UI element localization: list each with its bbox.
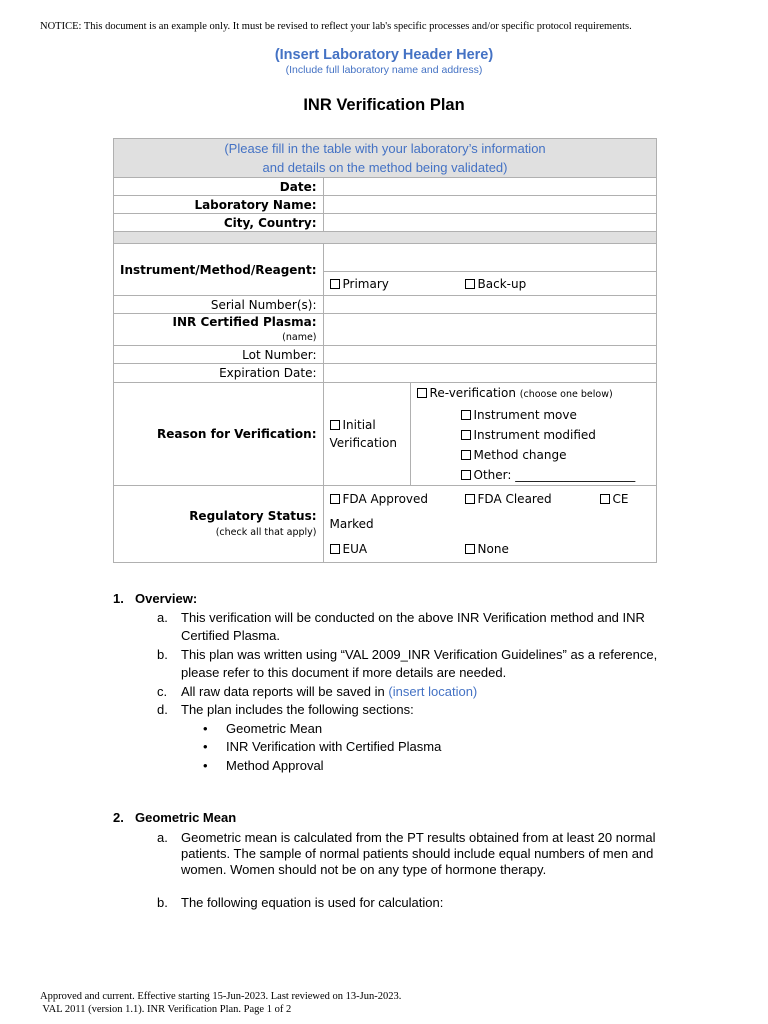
overview-item-c: All raw data reports will be saved in	[181, 683, 385, 699]
initial-checkbox[interactable]	[330, 420, 340, 430]
lot-label: Lot Number:	[242, 347, 317, 362]
notice-text: NOTICE: This document is an example only. It must be revised to reflect your lab's specific processes and/or specific protocol requirements.	[40, 21, 632, 32]
city-label: City, Country:	[223, 215, 317, 230]
verification-label: Verification	[329, 436, 397, 450]
ce-checkbox[interactable]	[600, 494, 610, 504]
footer-line-1: Approved and current. Effective starting 15-Jun-2023. Last reviewed on 13-Jun-2023.	[40, 991, 402, 1002]
regulatory-options	[323, 486, 656, 563]
serial-field[interactable]	[323, 296, 656, 314]
instruction-line-2: and details on the method being validated)	[262, 160, 508, 175]
section-geometric-mean	[113, 809, 673, 912]
reason-label: Reason for Verification:	[157, 427, 317, 441]
item-letter: b.	[157, 646, 168, 662]
insert-location-placeholder: (insert location)	[388, 683, 478, 699]
page-title: INR Verification Plan	[303, 96, 465, 114]
overview-item-a: This verification will be conducted on the above INR Verification method and INR Certified Plasma.	[181, 609, 645, 643]
section2-title: Geometric Mean	[135, 810, 237, 825]
instrument-modified-label: Instrument modified	[473, 428, 596, 442]
backup-checkbox[interactable]	[465, 279, 475, 289]
plasma-field[interactable]	[323, 314, 656, 346]
section1-title: Overview:	[135, 591, 198, 606]
date-field[interactable]	[323, 178, 656, 196]
plasma-sub-label: (name)	[282, 331, 317, 343]
choose-one-note: (choose one below)	[519, 389, 613, 400]
overview-item-b: This plan was written using “VAL 2009_INR Verification Guidelines” as a reference, please refer to this document if more details are needed.	[181, 646, 658, 680]
serial-label: Serial Number(s):	[210, 297, 317, 312]
lot-field[interactable]	[323, 346, 656, 364]
lab-header-subtitle: (Include full laboratory name and address)	[285, 64, 483, 76]
backup-label: Back-up	[477, 276, 527, 291]
city-field[interactable]	[323, 214, 656, 232]
none-label: None	[477, 541, 509, 556]
page-footer	[40, 990, 401, 1016]
instrument-label: Instrument/Method/Reagent:	[120, 262, 317, 277]
initial-verification-cell	[323, 383, 410, 486]
date-label: Date:	[279, 179, 317, 194]
instruction-line-1: (Please fill in the table with your laboratory’s information	[224, 141, 546, 156]
reverification-checkbox[interactable]	[417, 388, 427, 398]
primary-checkbox[interactable]	[330, 279, 340, 289]
ce-label: CE	[612, 491, 629, 506]
fda-approved-label: FDA Approved	[342, 491, 429, 506]
separator-row	[114, 232, 657, 244]
lab-header-title: (Insert Laboratory Header Here)	[274, 47, 494, 63]
initial-label: Initial	[342, 418, 376, 432]
item-letter: d.	[157, 702, 168, 717]
other-label: Other: ____________________	[473, 468, 636, 482]
lab-name-field[interactable]	[323, 196, 656, 214]
lab-name-label: Laboratory Name:	[194, 197, 317, 212]
item-letter: c.	[157, 683, 168, 699]
section1-number: 1.	[113, 591, 124, 606]
eua-checkbox[interactable]	[330, 544, 340, 554]
instrument-modified-checkbox[interactable]	[461, 430, 471, 440]
bullet-icon: •	[203, 739, 208, 754]
list-item: INR Verification with Certified Plasma	[226, 739, 442, 754]
geometric-item-a: Geometric mean is calculated from the PT results obtained from at least 20 normal patients. The sample of normal patients should include equal numbers of men and women. Women should not be on any type of hormone therapy.	[181, 829, 656, 877]
list-item: Method Approval	[226, 757, 324, 773]
instrument-move-checkbox[interactable]	[461, 410, 471, 420]
list-item: Geometric Mean	[226, 720, 323, 736]
item-letter: a.	[157, 609, 168, 625]
geometric-item-b: The following equation is used for calculation:	[181, 894, 444, 910]
plasma-label: INR Certified Plasma:	[172, 314, 317, 329]
method-change-checkbox[interactable]	[461, 450, 471, 460]
marked-label: Marked	[329, 516, 374, 531]
instrument-field[interactable]	[323, 244, 656, 272]
method-change-label: Method change	[473, 448, 567, 462]
none-checkbox[interactable]	[465, 544, 475, 554]
eua-label: EUA	[342, 541, 368, 556]
section2-number: 2.	[113, 810, 124, 825]
primary-label: Primary	[342, 276, 389, 291]
form-instructions	[114, 139, 657, 178]
fda-approved-checkbox[interactable]	[330, 494, 340, 504]
bullet-icon: •	[203, 757, 208, 773]
fda-cleared-checkbox[interactable]	[465, 494, 475, 504]
instrument-type-options	[323, 272, 656, 296]
check-all-note: (check all that apply)	[215, 526, 317, 538]
instrument-move-label: Instrument move	[473, 408, 577, 422]
fda-cleared-label: FDA Cleared	[477, 491, 552, 506]
regulatory-label: Regulatory Status:	[189, 508, 317, 523]
item-letter: a.	[157, 829, 168, 845]
footer-line-2: VAL 2011 (version 1.1). INR Verification Plan. Page 1 of 2	[40, 1004, 292, 1015]
item-letter: b.	[157, 894, 168, 910]
overview-item-d: The plan includes the following sections:	[181, 702, 414, 717]
reverification-cell	[410, 383, 656, 486]
reverification-label: Re-verification	[429, 386, 516, 400]
expiration-field[interactable]	[323, 364, 656, 383]
section-overview	[113, 590, 673, 775]
verification-form-table	[113, 138, 657, 563]
other-checkbox[interactable]	[461, 470, 471, 480]
bullet-icon: •	[203, 720, 208, 736]
expiration-label: Expiration Date:	[219, 366, 317, 380]
